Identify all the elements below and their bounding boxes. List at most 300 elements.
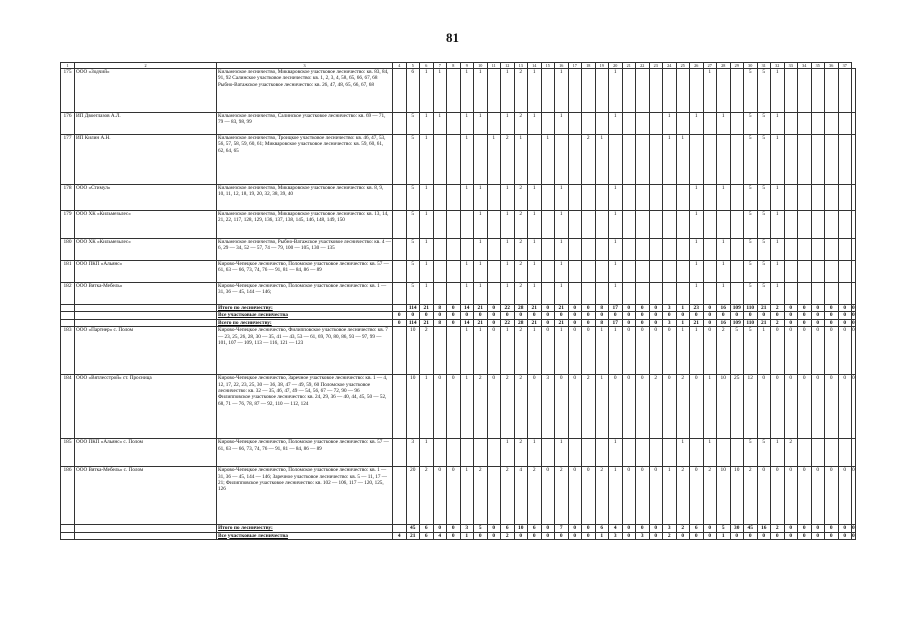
data-cell: 7 [555, 525, 569, 532]
data-cell: 21 [420, 319, 434, 326]
data-cell: 0 [703, 305, 717, 312]
data-cell [784, 69, 798, 113]
data-cell: 1 [690, 283, 704, 305]
data-cell: 5 [406, 239, 420, 261]
data-cell: 6 [420, 532, 434, 539]
data-cell: 2 [771, 305, 785, 312]
data-cell [595, 211, 609, 239]
data-cell: 0 [447, 312, 461, 319]
data-cell [730, 69, 744, 113]
data-cell [433, 283, 447, 305]
data-cell: 1 [460, 467, 474, 525]
data-cell: 0 [811, 319, 825, 326]
data-cell: 5 [744, 211, 758, 239]
data-cell [447, 261, 461, 283]
data-cell [838, 113, 852, 135]
data-cell [676, 283, 690, 305]
data-cell [798, 283, 812, 305]
column-header: 24 [663, 63, 677, 69]
data-cell: 0 [852, 467, 856, 525]
data-cell [649, 211, 663, 239]
forestry-description: Кирово-Чепецкое лесничество, Поломское участковое лесничество: кв. 1 — 31, 36 — 45, 144 — 146; [217, 283, 393, 305]
data-cell: 0 [582, 467, 596, 525]
column-header: 18 [582, 63, 596, 69]
data-cell: 0 [636, 375, 650, 439]
data-cell: 1 [528, 69, 542, 113]
row-number: 184 [61, 375, 75, 439]
data-cell: 0 [568, 312, 582, 319]
data-cell: 0 [582, 327, 596, 375]
data-cell: 1 [676, 439, 690, 467]
data-cell [582, 239, 596, 261]
column-header: 33 [784, 63, 798, 69]
data-cell [676, 261, 690, 283]
data-cell [838, 439, 852, 467]
row-number: 178 [61, 185, 75, 211]
data-cell: 2 [514, 113, 528, 135]
data-cell: 0 [825, 375, 839, 439]
data-cell: 0 [555, 532, 569, 539]
data-cell [838, 69, 852, 113]
data-cell: 1 [609, 239, 623, 261]
data-cell: 0 [838, 327, 852, 375]
data-cell: 6 [595, 525, 609, 532]
organization-name: ООО «Зодчий» [75, 69, 217, 113]
data-cell [433, 211, 447, 239]
data-cell [433, 327, 447, 375]
data-cell [393, 439, 407, 467]
data-cell [730, 185, 744, 211]
column-header: 19 [595, 63, 609, 69]
data-cell [663, 211, 677, 239]
data-cell [595, 69, 609, 113]
data-cell: 2 [474, 375, 488, 439]
data-cell [676, 113, 690, 135]
organization-name [75, 319, 217, 326]
data-cell: 2 [717, 327, 731, 375]
data-cell: 5 [744, 185, 758, 211]
page-number: 81 [446, 30, 459, 45]
data-cell: 1 [717, 113, 731, 135]
data-cell: 0 [771, 375, 785, 439]
data-cell: 1 [771, 113, 785, 135]
data-cell [487, 113, 501, 135]
data-cell: 0 [487, 327, 501, 375]
data-cell: 3 [663, 525, 677, 532]
data-cell [730, 239, 744, 261]
data-cell: 0 [487, 305, 501, 312]
data-cell [825, 283, 839, 305]
table-row [61, 239, 856, 261]
row-number: 185 [61, 439, 75, 467]
row-number: 176 [61, 113, 75, 135]
data-cell: 1 [595, 375, 609, 439]
data-cell: 0 [501, 312, 515, 319]
data-cell: 28 [514, 319, 528, 326]
data-cell: 0 [811, 305, 825, 312]
data-cell: 5 [717, 525, 731, 532]
data-cell: 2 [676, 375, 690, 439]
data-cell [730, 283, 744, 305]
data-cell: 110 [744, 305, 758, 312]
data-cell [460, 211, 474, 239]
data-cell: 0 [811, 327, 825, 375]
data-cell: 4 [609, 525, 623, 532]
data-cell [663, 239, 677, 261]
data-cell [595, 239, 609, 261]
data-cell [433, 185, 447, 211]
data-cell: 2 [501, 532, 515, 539]
data-cell: 0 [798, 525, 812, 532]
data-cell [582, 211, 596, 239]
data-cell: 0 [690, 532, 704, 539]
data-cell: 0 [784, 525, 798, 532]
column-header: 34 [798, 63, 812, 69]
data-cell: 1 [501, 211, 515, 239]
data-cell [595, 439, 609, 467]
data-cell [582, 113, 596, 135]
data-cell: 0 [582, 319, 596, 326]
data-cell: 0 [406, 312, 420, 319]
data-cell [622, 113, 636, 135]
data-cell [784, 113, 798, 135]
data-cell: 6 [528, 525, 542, 532]
data-cell: 0 [636, 319, 650, 326]
column-header: 10 [474, 63, 488, 69]
data-cell: 1 [555, 283, 569, 305]
data-cell: 0 [433, 525, 447, 532]
data-cell: 1 [528, 185, 542, 211]
data-cell: 21 [757, 305, 771, 312]
table-row [61, 375, 856, 439]
data-cell [622, 261, 636, 283]
data-cell: 0 [730, 532, 744, 539]
data-cell: 0 [636, 467, 650, 525]
data-cell: 0 [663, 327, 677, 375]
data-cell: 1 [609, 467, 623, 525]
column-header: 37 [838, 63, 852, 69]
data-cell: 1 [420, 113, 434, 135]
data-cell: 0 [838, 319, 852, 326]
data-cell: 0 [811, 375, 825, 439]
data-cell [393, 525, 407, 532]
data-cell [582, 283, 596, 305]
data-cell [636, 439, 650, 467]
data-cell: 3 [609, 532, 623, 539]
data-cell: 1 [474, 283, 488, 305]
data-cell [541, 69, 555, 113]
data-cell [460, 439, 474, 467]
table-row [61, 327, 856, 375]
column-header: 15 [541, 63, 555, 69]
data-cell: 2 [514, 211, 528, 239]
forestry-description: Кильмезское лесничество, Микваровское участковое лесничество: кв. 83, 84, 91, 92 Салинское участковое лесничество: кв. 1, 2, 3, 4, 58, 65, 66, 67, 68 Рыбно-Ватажское участковое лесничество: кв. 26, 47, 48, 65, 66, 67, 68 [217, 69, 393, 113]
data-cell: 0 [568, 319, 582, 326]
data-cell: 1 [663, 467, 677, 525]
data-cell [447, 185, 461, 211]
data-cell: 2 [501, 375, 515, 439]
data-cell: 1 [420, 375, 434, 439]
organization-name: ООО «Стимул» [75, 185, 217, 211]
data-cell: 0 [703, 525, 717, 532]
column-header: 3 [217, 63, 393, 69]
data-cell: 1 [514, 135, 528, 185]
data-cell [690, 69, 704, 113]
data-cell: 0 [838, 532, 852, 539]
data-cell: 1 [433, 113, 447, 135]
data-cell: 0 [555, 375, 569, 439]
data-cell: 0 [582, 305, 596, 312]
data-cell: 23 [690, 305, 704, 312]
data-cell: 0 [433, 312, 447, 319]
data-cell [433, 239, 447, 261]
data-cell: 0 [541, 305, 555, 312]
data-cell: 21 [474, 305, 488, 312]
data-cell [541, 185, 555, 211]
table-row [61, 135, 856, 185]
row-number: 180 [61, 239, 75, 261]
data-cell [717, 135, 731, 185]
data-cell: 0 [568, 305, 582, 312]
data-cell: 0 [447, 305, 461, 312]
data-cell: 16 [717, 305, 731, 312]
data-cell: 2 [744, 467, 758, 525]
data-cell [784, 135, 798, 185]
table-row [61, 113, 856, 135]
data-cell: 0 [420, 312, 434, 319]
data-cell: 0 [568, 375, 582, 439]
data-cell [663, 69, 677, 113]
data-cell: 0 [447, 375, 461, 439]
data-cell: 22 [501, 319, 515, 326]
data-cell: 0 [825, 525, 839, 532]
forestry-table [60, 62, 856, 540]
data-cell: 2 [474, 467, 488, 525]
data-cell: 0 [393, 312, 407, 319]
summary-label: Итого по лесничеству: [217, 305, 393, 312]
data-cell: 1 [420, 185, 434, 211]
data-cell [703, 135, 717, 185]
data-cell [663, 261, 677, 283]
data-cell: 1 [757, 327, 771, 375]
column-header: 14 [528, 63, 542, 69]
data-cell [663, 439, 677, 467]
table-row [61, 211, 856, 239]
data-cell: 0 [568, 532, 582, 539]
data-cell [852, 239, 856, 261]
data-cell [541, 239, 555, 261]
data-cell [568, 185, 582, 211]
data-cell: 1 [528, 283, 542, 305]
data-cell: 0 [474, 532, 488, 539]
data-cell [663, 185, 677, 211]
data-cell: 1 [501, 261, 515, 283]
data-cell: 1 [460, 69, 474, 113]
data-cell: 0 [838, 312, 852, 319]
data-cell: 1 [609, 283, 623, 305]
data-cell: 0 [771, 327, 785, 375]
data-cell [825, 239, 839, 261]
data-cell: 2 [582, 135, 596, 185]
data-cell: 1 [595, 532, 609, 539]
data-cell: 110 [744, 319, 758, 326]
data-cell: 1 [528, 113, 542, 135]
row-number [61, 319, 75, 326]
column-header: 35 [811, 63, 825, 69]
summary-row [61, 305, 856, 312]
summary-label: Все участковые лесничества [217, 312, 393, 319]
data-cell [393, 261, 407, 283]
data-cell: 1 [717, 283, 731, 305]
data-cell: 1 [460, 185, 474, 211]
data-cell: 1 [555, 185, 569, 211]
row-number: 182 [61, 283, 75, 305]
data-cell: 1 [609, 185, 623, 211]
data-cell: 21 [528, 305, 542, 312]
data-cell: 0 [649, 319, 663, 326]
data-cell: 30 [730, 525, 744, 532]
data-cell: 1 [690, 327, 704, 375]
data-cell: 1 [555, 261, 569, 283]
data-cell: 0 [811, 525, 825, 532]
table-row [61, 467, 856, 525]
data-cell [811, 113, 825, 135]
data-cell: 0 [609, 312, 623, 319]
data-cell: 25 [730, 375, 744, 439]
data-cell: 5 [757, 185, 771, 211]
column-header: 23 [649, 63, 663, 69]
data-cell: 1 [420, 439, 434, 467]
data-cell: 0 [798, 375, 812, 439]
data-cell: 5 [406, 113, 420, 135]
data-cell: 2 [555, 467, 569, 525]
data-cell: 2 [514, 261, 528, 283]
data-cell [811, 185, 825, 211]
data-cell [811, 283, 825, 305]
row-number: 186 [61, 467, 75, 525]
summary-row [61, 319, 856, 326]
data-cell [703, 113, 717, 135]
data-cell [595, 185, 609, 211]
data-cell: 1 [676, 319, 690, 326]
data-cell: 2 [420, 467, 434, 525]
data-cell [798, 135, 812, 185]
data-cell: 1 [487, 135, 501, 185]
data-cell: 0 [541, 532, 555, 539]
data-cell: 0 [784, 467, 798, 525]
data-cell: 0 [636, 312, 650, 319]
data-cell: 0 [649, 312, 663, 319]
data-cell: 1 [555, 211, 569, 239]
data-cell: 1 [676, 305, 690, 312]
data-cell: 0 [757, 467, 771, 525]
data-cell [811, 69, 825, 113]
data-cell: 1 [501, 283, 515, 305]
data-cell [784, 239, 798, 261]
data-cell [487, 283, 501, 305]
data-cell [663, 283, 677, 305]
data-cell: 0 [798, 327, 812, 375]
data-cell: 0 [690, 375, 704, 439]
data-cell: 1 [420, 261, 434, 283]
data-cell: 0 [595, 312, 609, 319]
row-number [61, 532, 75, 539]
data-cell [703, 239, 717, 261]
data-cell: 0 [838, 375, 852, 439]
data-cell: 2 [676, 525, 690, 532]
data-cell: 0 [622, 532, 636, 539]
data-cell: 1 [460, 327, 474, 375]
data-cell: 1 [501, 439, 515, 467]
data-cell: 2 [514, 239, 528, 261]
data-cell [717, 439, 731, 467]
data-cell [838, 283, 852, 305]
data-cell: 1 [501, 113, 515, 135]
data-cell [798, 69, 812, 113]
forestry-description: Кирово-Чепецкое лесничество, Заречное участковое лесничество: кв. 1 — 4, 12, 17, 22, 23, 25, 30 — 36, 38, 47 — 49, 59, 60 Поломское участковое лесничество: кв. 32 — 35, 46, 47, 49 — 54, 56, 67 — 72, 90 — 96 Филипповское участковое лесничество: кв. 24, 29, 36 — 40, 44, 45, 50 — 52, 68, 71 — 76, 78, 87 — 92, 110 — 112, 124 [217, 375, 393, 439]
data-cell: 1 [528, 327, 542, 375]
data-cell [730, 113, 744, 135]
data-cell: 22 [501, 305, 515, 312]
organization-name [75, 305, 217, 312]
organization-name [75, 312, 217, 319]
data-cell [541, 261, 555, 283]
data-cell [852, 439, 856, 467]
data-cell: 3 [663, 305, 677, 312]
data-cell: 1 [501, 239, 515, 261]
data-cell [474, 439, 488, 467]
data-cell: 0 [649, 525, 663, 532]
forestry-description: Кирово-Чепецкое лесничество, Поломское участковое лесничество: кв. 57 — 61, 63 — 66, 73, 74, 76 — 91, 81 — 84, 86 — 89 [217, 439, 393, 467]
data-cell: 0 [622, 312, 636, 319]
data-cell: 5 [744, 69, 758, 113]
data-cell: 0 [555, 312, 569, 319]
data-cell: 6 [420, 525, 434, 532]
data-cell: 0 [636, 327, 650, 375]
data-cell: 1 [541, 135, 555, 185]
data-cell [595, 283, 609, 305]
data-cell: 1 [501, 69, 515, 113]
data-cell: 0 [852, 312, 855, 319]
data-cell [798, 261, 812, 283]
data-cell: 14 [460, 305, 474, 312]
organization-name: ООО «Вятлесстрой» ст. Просница [75, 375, 217, 439]
data-cell: 1 [420, 211, 434, 239]
data-cell [528, 135, 542, 185]
data-cell: 5 [744, 113, 758, 135]
data-cell: 8 [595, 319, 609, 326]
data-cell [447, 327, 461, 375]
data-cell [649, 113, 663, 135]
data-cell: 0 [582, 525, 596, 532]
data-cell: 1 [717, 261, 731, 283]
data-cell: 1 [609, 211, 623, 239]
data-cell [825, 439, 839, 467]
data-cell [690, 439, 704, 467]
data-cell: 0 [798, 467, 812, 525]
table-row [61, 439, 856, 467]
data-cell: 1 [501, 327, 515, 375]
organization-name [75, 525, 217, 532]
data-cell [433, 135, 447, 185]
data-cell: 1 [555, 239, 569, 261]
data-cell: 0 [838, 467, 852, 525]
data-cell: 2 [501, 467, 515, 525]
data-cell: 1 [420, 239, 434, 261]
column-header: 29 [730, 63, 744, 69]
data-cell [393, 327, 407, 375]
data-cell: 0 [852, 525, 855, 532]
